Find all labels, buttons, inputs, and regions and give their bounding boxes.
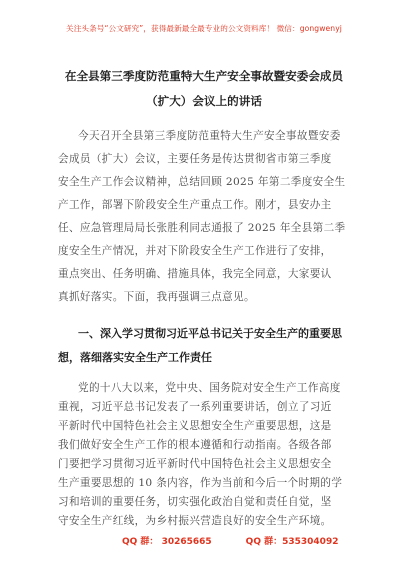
- intro-paragraph-line: 会成员（扩大）会议，主要任务是传达贯彻省市第三季度: [58, 153, 332, 165]
- qq-group-1: QQ 群： 30265665: [122, 537, 212, 547]
- intro-paragraph-line: 真抓好落实。下面，我再强调三点意见。: [58, 291, 255, 303]
- section-paragraph-line: 党的十八大以来，党中央、国务院对安全生产工作高度: [78, 382, 341, 394]
- document-title-line-1: 在全县第三季度防范重特大生产安全事故暨安委会成员: [64, 69, 344, 83]
- intro-paragraph-line: 任、应急管理局局长张胜利同志通报了 2025 年全县第二季: [58, 222, 346, 234]
- intro-paragraph-line: 今天召开全县第三季度防范重特大生产安全事故暨安委: [78, 130, 341, 142]
- document-title-line-2: （扩大）会议上的讲话: [146, 94, 262, 108]
- section-paragraph-line: 习和培训的重要任务，切实强化政治自觉和责任自觉，坚: [58, 496, 332, 508]
- footer-qq-groups: [122, 534, 338, 547]
- qq-group-2: QQ 群：535304092: [245, 537, 339, 547]
- section-paragraph-line: 平新时代中国特色社会主义思想安全生产重要思想，这是: [58, 420, 332, 432]
- intro-paragraph-line: 安全生产工作会议精神，总结回顾 2025 年第二季度安全生: [58, 176, 346, 188]
- intro-paragraph-line: 重点突出、任务明确、措施具体，我完全同意，大家要认: [58, 268, 332, 280]
- section-paragraph-line: 守安全生产红线，为乡村振兴营造良好的安全生产环境。: [58, 515, 332, 527]
- section-paragraph-line: 我们做好安全生产工作的根本遵循和行动指南。各级各部: [58, 439, 332, 451]
- header-promo-note: 关注头条号“公文研究”，获得最新最全最专业的公文资料库！ 微信：gongwenyj: [66, 24, 342, 33]
- section-paragraph-line: 门要把学习贯彻习近平新时代中国特色社会主义思想安全: [58, 458, 332, 470]
- section-paragraph-line: 生产重要思想的 10 条内容，作为当前和今后一个时期的学: [58, 477, 343, 489]
- section-heading-line-2: 想，落细落实安全生产工作责任: [58, 351, 212, 364]
- intro-paragraph-line: 度安全生产情况，并对下阶段安全生产工作进行了安排，: [58, 245, 332, 257]
- intro-paragraph-line: 产工作，部署下阶段安全生产重点工作。刚才，县安办主: [58, 199, 332, 211]
- section-paragraph-line: 重视，习近平总书记发表了一系列重要讲话，创立了习近: [58, 401, 332, 413]
- section-heading-line-1: 一、深入学习贯彻习近平总书记关于安全生产的重要思: [78, 327, 342, 340]
